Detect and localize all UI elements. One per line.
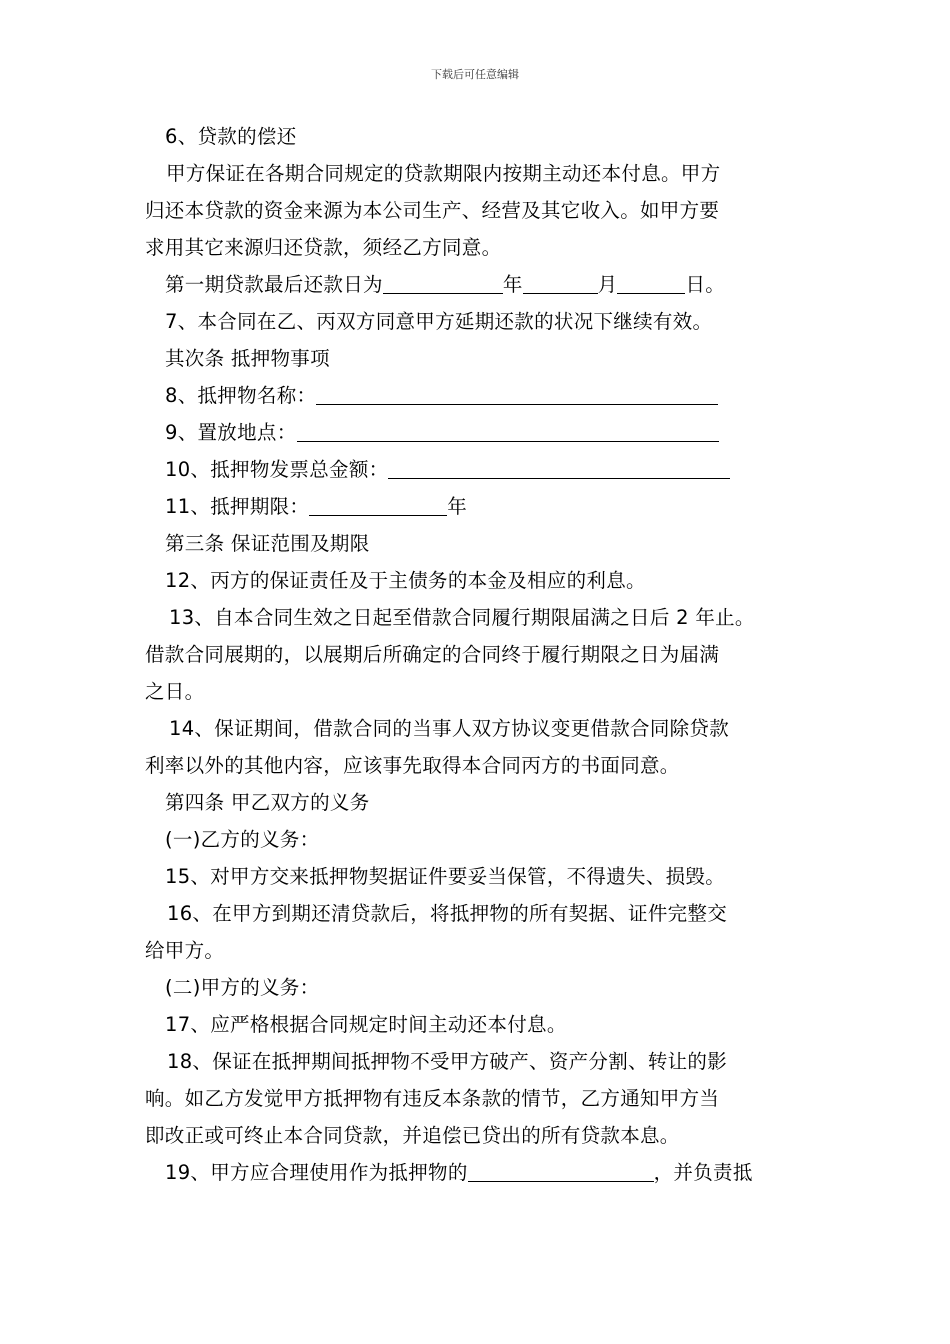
mortgage-term-year-label: 年 <box>447 495 468 518</box>
month-label: 月 <box>597 273 618 296</box>
invoice-amount-blank <box>388 458 730 479</box>
invoice-amount-line <box>145 451 835 488</box>
clause-14: 14、保证期间，借款合同的当事人双方协议变更借款合同除贷款 <box>169 717 730 740</box>
paragraph-line: 给甲方。 <box>145 939 225 962</box>
paragraph-line: 响。如乙方发觉甲方抵押物有违反本条款的情节，乙方通知甲方当 <box>145 1087 720 1110</box>
day-label: 日。 <box>685 273 726 296</box>
article-heading-guarantee: 第三条 保证范围及期限 <box>165 532 370 555</box>
collateral-name-blank <box>316 384 718 405</box>
clause-16: 16、在甲方到期还清贷款后，将抵押物的所有契据、证件完整交 <box>167 902 728 925</box>
paragraph-line: 求用其它来源归还贷款，须经乙方同意。 <box>145 236 502 259</box>
collateral-name-label: 8、抵押物名称： <box>165 384 317 407</box>
paragraph-line: 借款合同展期的，以展期后所确定的合同终于履行期限之日为届满 <box>145 643 720 666</box>
mortgage-term-blank <box>309 495 447 516</box>
clause-17: 17、应严格根据合同规定时间主动还本付息。 <box>165 1013 567 1036</box>
clause-15: 15、对甲方交来抵押物契据证件要妥当保管，不得遗失、损毁。 <box>165 865 726 888</box>
clause-18: 18、保证在抵押期间抵押物不受甲方破产、资产分割、转让的影 <box>167 1050 728 1073</box>
clause-19 <box>145 1154 835 1191</box>
paragraph-line: 即改正或可终止本合同贷款，并追偿已贷出的所有贷款本息。 <box>145 1124 680 1147</box>
month-blank <box>523 273 598 294</box>
paragraph-line: 利率以外的其他内容，应该事先取得本合同丙方的书面同意。 <box>145 754 680 777</box>
subheading-party-b: (一)乙方的义务： <box>165 828 320 851</box>
document-body <box>145 118 835 1191</box>
repayment-date-line <box>145 266 835 303</box>
page-header-note: 下载后可任意编辑 <box>431 68 519 81</box>
storage-location-line <box>145 414 835 451</box>
clause-7: 7、本合同在乙、丙双方同意甲方延期还款的状况下继续有效。 <box>165 310 713 333</box>
collateral-name-line <box>145 377 835 414</box>
mortgage-term-label: 11、抵押期限： <box>165 495 310 518</box>
subheading-party-a: (二)甲方的义务： <box>165 976 320 999</box>
section-heading-repayment: 6、贷款的偿还 <box>165 125 297 148</box>
paragraph-line: 甲方保证在各期合同规定的贷款期限内按期主动还本付息。甲方 <box>166 162 721 185</box>
year-blank <box>383 273 503 294</box>
storage-location-blank <box>297 421 719 442</box>
clause-19-text: 19、甲方应合理使用作为抵押物的 <box>165 1161 468 1184</box>
clause-13: 13、自本合同生效之日起至借款合同履行期限届满之日后 2 年止。 <box>169 606 755 629</box>
article-heading-collateral: 其次条 抵押物事项 <box>165 347 330 370</box>
repayment-date-label: 第一期贷款最后还款日为 <box>165 273 383 296</box>
mortgage-term-line <box>145 488 835 525</box>
clause-12: 12、丙方的保证责任及于主债务的本金及相应的利息。 <box>165 569 646 592</box>
day-blank <box>617 273 685 294</box>
collateral-use-blank <box>468 1161 654 1182</box>
storage-location-label: 9、置放地点： <box>165 421 297 444</box>
year-label: 年 <box>502 273 523 296</box>
paragraph-line: 之日。 <box>145 680 205 703</box>
clause-19-tail: ，并负责抵 <box>653 1161 753 1184</box>
paragraph-line: 归还本贷款的资金来源为本公司生产、经营及其它收入。如甲方要 <box>145 199 720 222</box>
invoice-amount-label: 10、抵押物发票总金额： <box>165 458 389 481</box>
article-heading-obligations: 第四条 甲乙双方的义务 <box>165 791 370 814</box>
